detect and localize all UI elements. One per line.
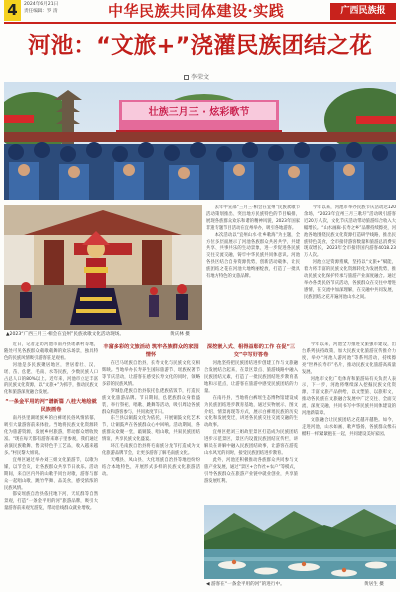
byline-author: 李荣文 xyxy=(191,74,210,81)
text-col-1: 近日，记者走访河池市南丹县瑶寨村等地，随处可见各族群众载歌载舞的欢乐场景，独具特色的民族风情吸引游客驻足观看。 河池是多民族聚居地区，世居着壮、汉、瑶、苗、仫佬、毛南、水等民族，少数民族人口占总人口的80%以上。近年来，河池市立足丰富的民族文化资源，以“文旅+”为抓手，推动民族文化和旅游深度融合发展。 “一条金平用的河”谱新篇 八桂大地绘就民族画卷 南丹县里湖瑶族乡的白裤瑶民俗风情浓郁，吸引大量游客前来体验。当地将民族文化资源转化为旅游资源，发展乡村旅游，带动群众增收致富。“现在每天都有游客来寨子里参观，我们通过表演民族歌舞、售卖特色手工艺品，收入越来越多。”村民黎大姐说。 宜州区通过举办刘三姐文化旅游节，以歌为媒，以节会友，让各族群众共享节日欢乐。活动期间，来自区内外的山歌手同台对歌，游客与群众一起唱山歌、跳竹竿舞、品美食，感受浓浓的民族风情。 都安瑶族自治县依托地下河、天坑群等自然景观，打造“一条金平用的河”旅游品牌，吸引大量游客前来观光游览，带动沿线群众就业增收。 xyxy=(4,342,98,512)
middle-photo xyxy=(4,205,202,330)
text-col-4: 今年以来，河池全力推进文旅强市建设，出台系列扶持政策，加大民族文化旅游宣传推介力度，举办“河池人游河池”等系列活动，持续擦亮“世界长寿市”名片，推动民族文化旅游高质量发展。 河池市文化广电体育和旅游局有关负责人表示，下一步，河池将继续深入挖掘民族文化资源，丰富文旅产品供给，以文塑旅、以旅彰文，推动各民族在文旅融合发展中广泛交往、全面交流、深度交融，共同书写中华民族共同体建设的河池新篇章。 文旅融合让民族团结之花越开越艳。如今，走进河池，山水如画、歌声悠扬，各族群众像石榴籽一样紧紧抱在一起，共同建设美好家园。 xyxy=(302,342,396,437)
subhead-2: 丰富多彩的文旅活动 筑牢各族群众的家园情怀 xyxy=(103,344,199,358)
top-photo xyxy=(4,82,396,200)
subhead-3: 深挖嵌入式、相得益彰的工作 在促“三交”中写好答卷 xyxy=(206,344,296,358)
stage-banner-text: 壮族三月三 · 炫彩歌节 xyxy=(148,107,250,118)
middle-photo-credit: 黄庆林 摄 xyxy=(170,332,190,337)
middle-photo-caption: ▲2023“广西三月三·相会在宜州”民族欢歌文化活动现场。 xyxy=(6,332,124,337)
text-col-3: 深挖嵌入式、相得益彰的工作 在促“三交”中写好答卷 河池坚持把民族团结进步创建工作与文旅融合发展结合起来，在景区景点、旅游线路中融入民族团结元素，打造了一批民族团结进步教育基地和示范点，让游客在旅游中感受民族团结的力量。 在南丹县，当地将白裤瑶生态博物馆建设成为民族团结进步教育基地，通过实物展示、图文介绍、情景再现等方式，展示白裤瑶民族的历史文化和发展变迁，讲述各民族交往交流交融的生动故事。 宜州区把刘三姐故里景区打造成为民族团结进步示范景区，景区内设置民族团结宣传栏，讲解员在讲解中融入民族团结故事，让游客在游览山水风光的同时，接受民族团结进步教育。 此外，河池还积极推动各族群众共同参与文旅产业发展，通过“景区+合作社+农户”等模式，引导各族群众在旅游产业链中就业创业，共享旅游发展红利。 xyxy=(204,344,298,484)
page-header xyxy=(0,0,400,22)
header-meta xyxy=(24,2,58,15)
article-headline: 河池：“文旅+”浇灌民族团结之花 xyxy=(28,33,373,59)
bottom-photo xyxy=(204,505,396,579)
byline-square-icon xyxy=(184,75,189,80)
page-number: 4 xyxy=(4,0,21,21)
date-line: 2024年6月21日 xyxy=(24,2,59,7)
section-banner-title: 中华民族共同体建设·实践 xyxy=(108,2,285,20)
bottom-photo-caption: ◀ 游客在“一条金平用的河”的进行中。 xyxy=(206,582,285,587)
header-rule xyxy=(4,22,396,24)
caption-triangle-icon: ▲ xyxy=(6,332,10,337)
editor-line: 责任编辑：罗 清 xyxy=(24,8,58,14)
subhead-1: “一条金平用的河”谱新篇 八桂大地绘就民族画卷 xyxy=(5,399,97,413)
bottom-photo-credit: 黄居生 摄 xyxy=(364,582,384,587)
byline xyxy=(184,72,209,81)
text-col-right-upper: 去年中宣部“三月三·相会在宜州”民族欢歌节活动策划推出、突出地方民族特色的节目编排，展现各族群众欢乐和谐的精神风貌，2023年国家非遗专题节目活动在宜州举办，吸引各地游客。 本次活动以“宜州山水·壮乡歌海”为主题，全方位多层面展示了河池各族群众共居共学、共建共享、共事共乐的生动景象，进一步促进各民族交往交流交融，铸牢中华民族共同体意识。河池各县区结合自身资源优势，创新活动载体，让民族团结之花在河池大地绚丽绽放，打造了一批具有地方特色的文旅品牌。 xyxy=(206,205,300,280)
text-col-right-far: 今年以来，河池市举办民族节庆活动达120余场，“2023年宜州三月三歌圩”活动吸引游客近20万人次，文化节庆活动带动旅游综合收入大幅增长。“山水画廊·长寿之乡”品牌持续擦亮，河池各地围绕民族文化资源打造研学线路，推出民族特色美食，全市接待游客数量和旅游总消费实现双增长，2023年全市接待国内游客4018.23万人次。 河池立足资源禀赋，坚持以“文旅+”赋能，着力将丰富的民族文化资源转化为发展优势，推动民族文化保护传承与旅游产业深度融合。通过举办各类民俗节庆活动，各族群众在交往中增进感情，在交流中加深理解，在交融中共同发展，民族团结之花开遍河池山水之间。 xyxy=(304,205,396,300)
text-col-2: 丰富多彩的文旅活动 筑牢各族群众的家园情怀 在巴马瑶族自治县，长寿文化与民族文化交相辉映。当地举办长寿养生国际旅游节、瑶族祝著节等节庆活动，让游客在感受长寿文化的同时，领略多彩的民族风情。 罗城仫佬族自治县依托仫佬族依饭节，打造民族文化旅游品牌。节日期间，仫佬族群众身着盛装，举行祭祀、唱歌、跳舞等活动，吸引周边各族群众和游客参与，共同欢度节日。 东兰县以铜鼓文化为依托，开展铜鼓文化艺术节，让铜鼓声在各族群众心中回响。活动期间，各族群众欢聚一堂，敲铜鼓、唱山歌，共叙民族团结情谊，共享民族文化盛宴。 环江毛南族自治县将毛南族分龙节打造成为文化旅游品牌节会，让更多游客了解毛南族文化。 天峨县、凤山县、大化瑶族自治县等地也纷纷结合本地特色，开展形式多样的民族文化旅游活动。 xyxy=(102,344,200,477)
newspaper-tag: 广西民族报 xyxy=(330,3,396,20)
